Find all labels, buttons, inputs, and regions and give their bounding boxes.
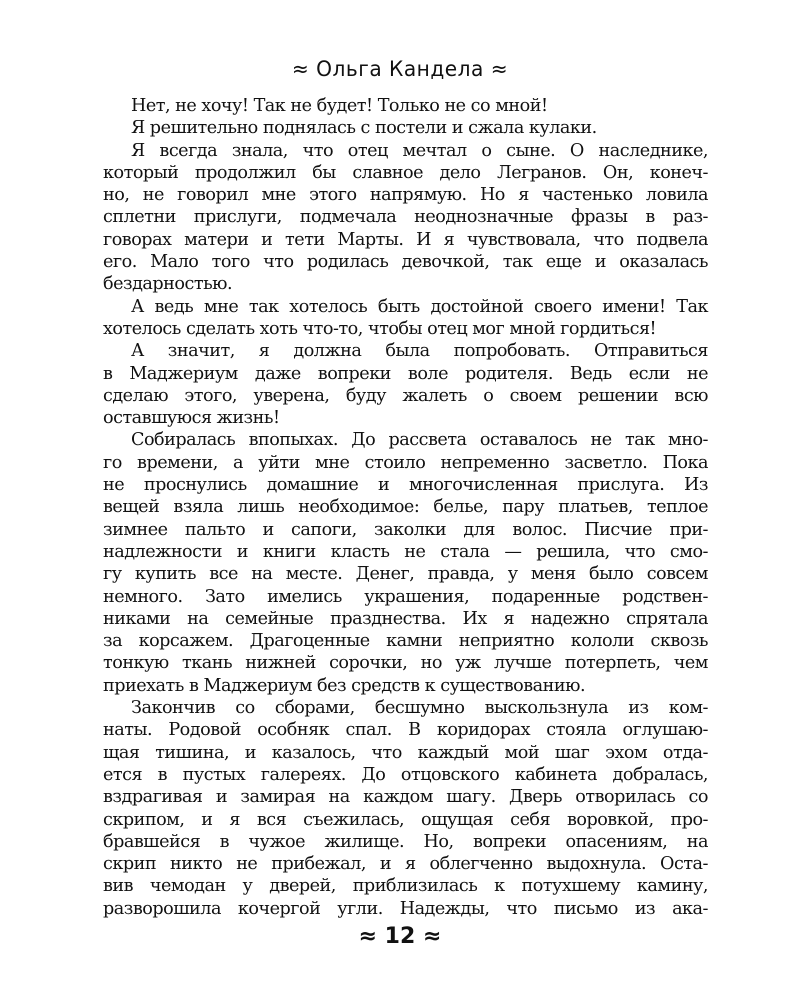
text-line: А значит, я должна была попробовать. Отправиться	[131, 341, 708, 362]
body-text	[103, 95, 708, 920]
text-line: Собиралась впопыхах. До рассвета оставалось не так мно-	[131, 430, 708, 451]
text-line: разворошила кочергой угли. Надежды, что письмо из ака-	[103, 898, 708, 919]
text-line: скрип никто не прибежал, и я облегченно выдохнула. Оста-	[103, 854, 708, 875]
text-line: вещей взяла лишь необходимое: белье, пару платьев, теплое	[103, 497, 708, 518]
text-line: Закончив со сборами, бесшумно выскользнула из ком-	[131, 698, 708, 719]
text-line: который продолжил бы славное дело Легранов. Он, конеч-	[103, 162, 708, 183]
text-line: сплетни прислуги, подмечала неоднозначные фразы в раз-	[103, 207, 708, 228]
text-line: зимнее пальто и сапоги, заколки для волос. Писчие при-	[103, 519, 708, 540]
text-line: гу купить все на месте. Денег, правда, у меня было совсем	[103, 564, 708, 585]
text-line: бравшейся в чужое жилище. Но, вопреки опасениям, на	[103, 831, 708, 852]
text-line: надлежности и книги класть не стала — решила, что смо-	[103, 541, 708, 562]
text-line: хотелось сделать хоть что-то, чтобы отец мог мной гордиться!	[103, 318, 657, 339]
text-line: оставшуюся жизнь!	[103, 408, 280, 429]
text-line: го времени, а уйти мне стоило непременно засветло. Пока	[103, 452, 708, 473]
text-line: вздрагивая и замирая на каждом шагу. Дверь отворилась со	[103, 787, 708, 808]
text-line: Я всегда знала, что отец мечтал о сыне. О наследнике,	[131, 140, 708, 161]
text-line: сделаю этого, уверена, буду жалеть о своем решении всю	[103, 385, 708, 406]
page-number: ≈ 12 ≈	[358, 924, 442, 949]
text-line: наты. Родовой особняк спал. В коридорах стояла оглушаю-	[103, 720, 708, 741]
text-line: Я решительно поднялась с постели и сжала кулаки.	[131, 118, 597, 139]
text-line: в Маджериум даже вопреки воле родителя. Ведь если не	[103, 363, 708, 384]
text-line: Нет, не хочу! Так не будет! Только не со мной!	[131, 96, 548, 116]
running-header: ≈ Ольга Кандела ≈	[291, 57, 509, 81]
text-line: тонкую ткань нижней сорочки, но уж лучше потерпеть, чем	[103, 653, 708, 674]
text-line: говорах матери и тети Марты. И я чувствовала, что подвела	[103, 229, 708, 250]
text-line: никами на семейные празднества. Их я надежно спрятала	[103, 608, 708, 629]
text-line: не проснулись домашние и многочисленная прислуга. Из	[103, 475, 708, 496]
text-line: приехать в Маджериум без средств к существованию.	[103, 675, 586, 696]
text-line: вив чемодан у дверей, приблизилась к потухшему камину,	[103, 876, 708, 897]
text-line: но, не говорил мне этого напрямую. Но я частенько ловила	[103, 185, 708, 206]
text-line: щая тишина, и казалось, что каждый мой шаг эхом отда-	[103, 742, 708, 763]
text-line: немного. Зато имелись украшения, подаренные родствен-	[103, 586, 708, 607]
text-line: его. Мало того что родилась девочкой, так еще и оказалась	[103, 252, 708, 273]
text-line: за корсажем. Драгоценные камни неприятно кололи сквозь	[103, 631, 708, 652]
text-line: скрипом, и я вся съежилась, ощущая себя воровкой, про-	[103, 809, 708, 830]
text-line: А ведь мне так хотелось быть достойной своего имени! Так	[131, 296, 708, 317]
text-line: бездарностью.	[103, 274, 233, 295]
text-line: ется в пустых галереях. До отцовского кабинета добралась,	[103, 764, 708, 785]
